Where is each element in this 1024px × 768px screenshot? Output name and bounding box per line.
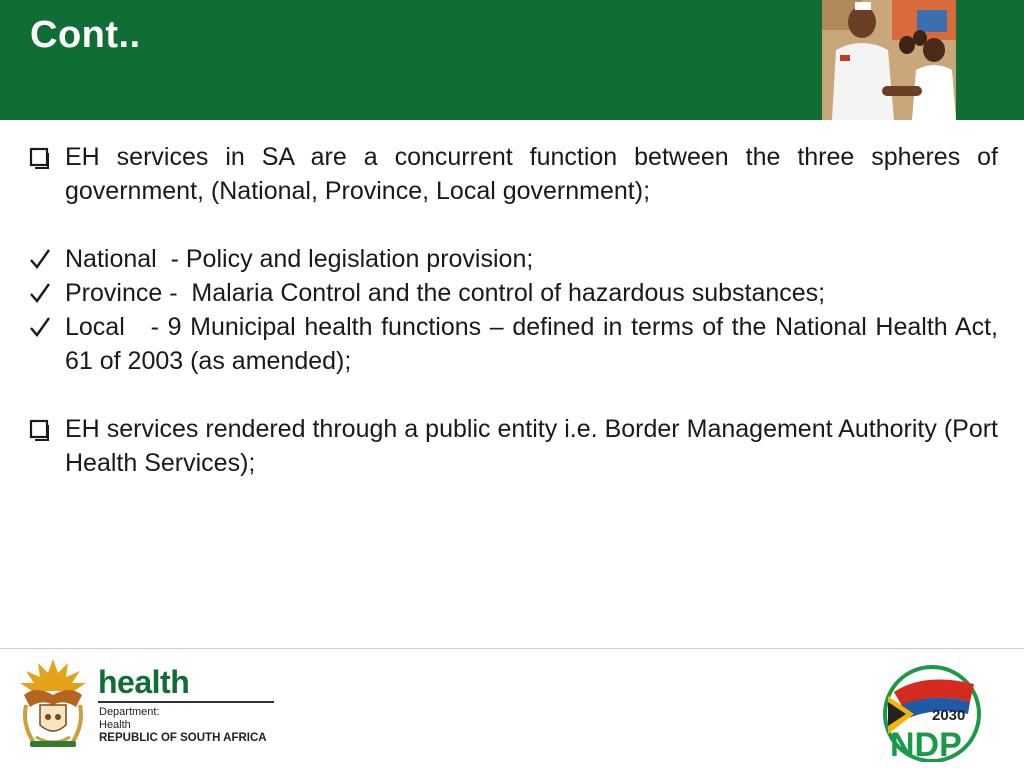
list-item [28,310,1005,378]
ndp-year: 2030 [932,707,966,724]
nurse-child-photo-icon [822,0,956,120]
list-item-text: Local - 9 Municipal health functions – defined in terms of the National Health Act, 61 of 2003 (as amended); [65,313,1005,375]
footer-divider [0,648,1024,649]
list-item [28,276,998,310]
checkmark-icon [28,242,54,276]
ndp-acronym: NDP [890,726,962,762]
square-bullet-icon [28,412,54,446]
checkmark-icon [28,276,54,310]
list-item-text: EH services rendered through a public entity i.e. Border Management Authority (Port Health Services); [65,415,998,477]
bullet-list [28,140,1005,480]
list-item [28,242,998,276]
list-item-text: Province - Malaria Control and the control of hazardous substances; [65,279,826,307]
ndp-2030-logo-icon [874,662,994,762]
square-bullet-icon [28,140,54,174]
slide-title: Cont.. [30,14,141,56]
list-item [28,140,998,208]
health-logo-rule [98,701,274,703]
department-label: Department: [99,706,160,718]
health-logo-text: health [98,664,190,700]
header-bar [0,0,1024,120]
coat-of-arms-icon [16,655,90,751]
list-item-text: EH services in SA are a concurrent function between the three spheres of government, (National, Province, Local government); [65,143,998,205]
department-name: Health [99,719,131,731]
country-name: REPUBLIC OF SOUTH AFRICA [99,732,267,744]
header-photo [822,0,956,120]
list-item-text: National - Policy and legislation provision; [65,245,534,273]
list-item [28,412,998,480]
checkmark-icon [28,310,54,344]
